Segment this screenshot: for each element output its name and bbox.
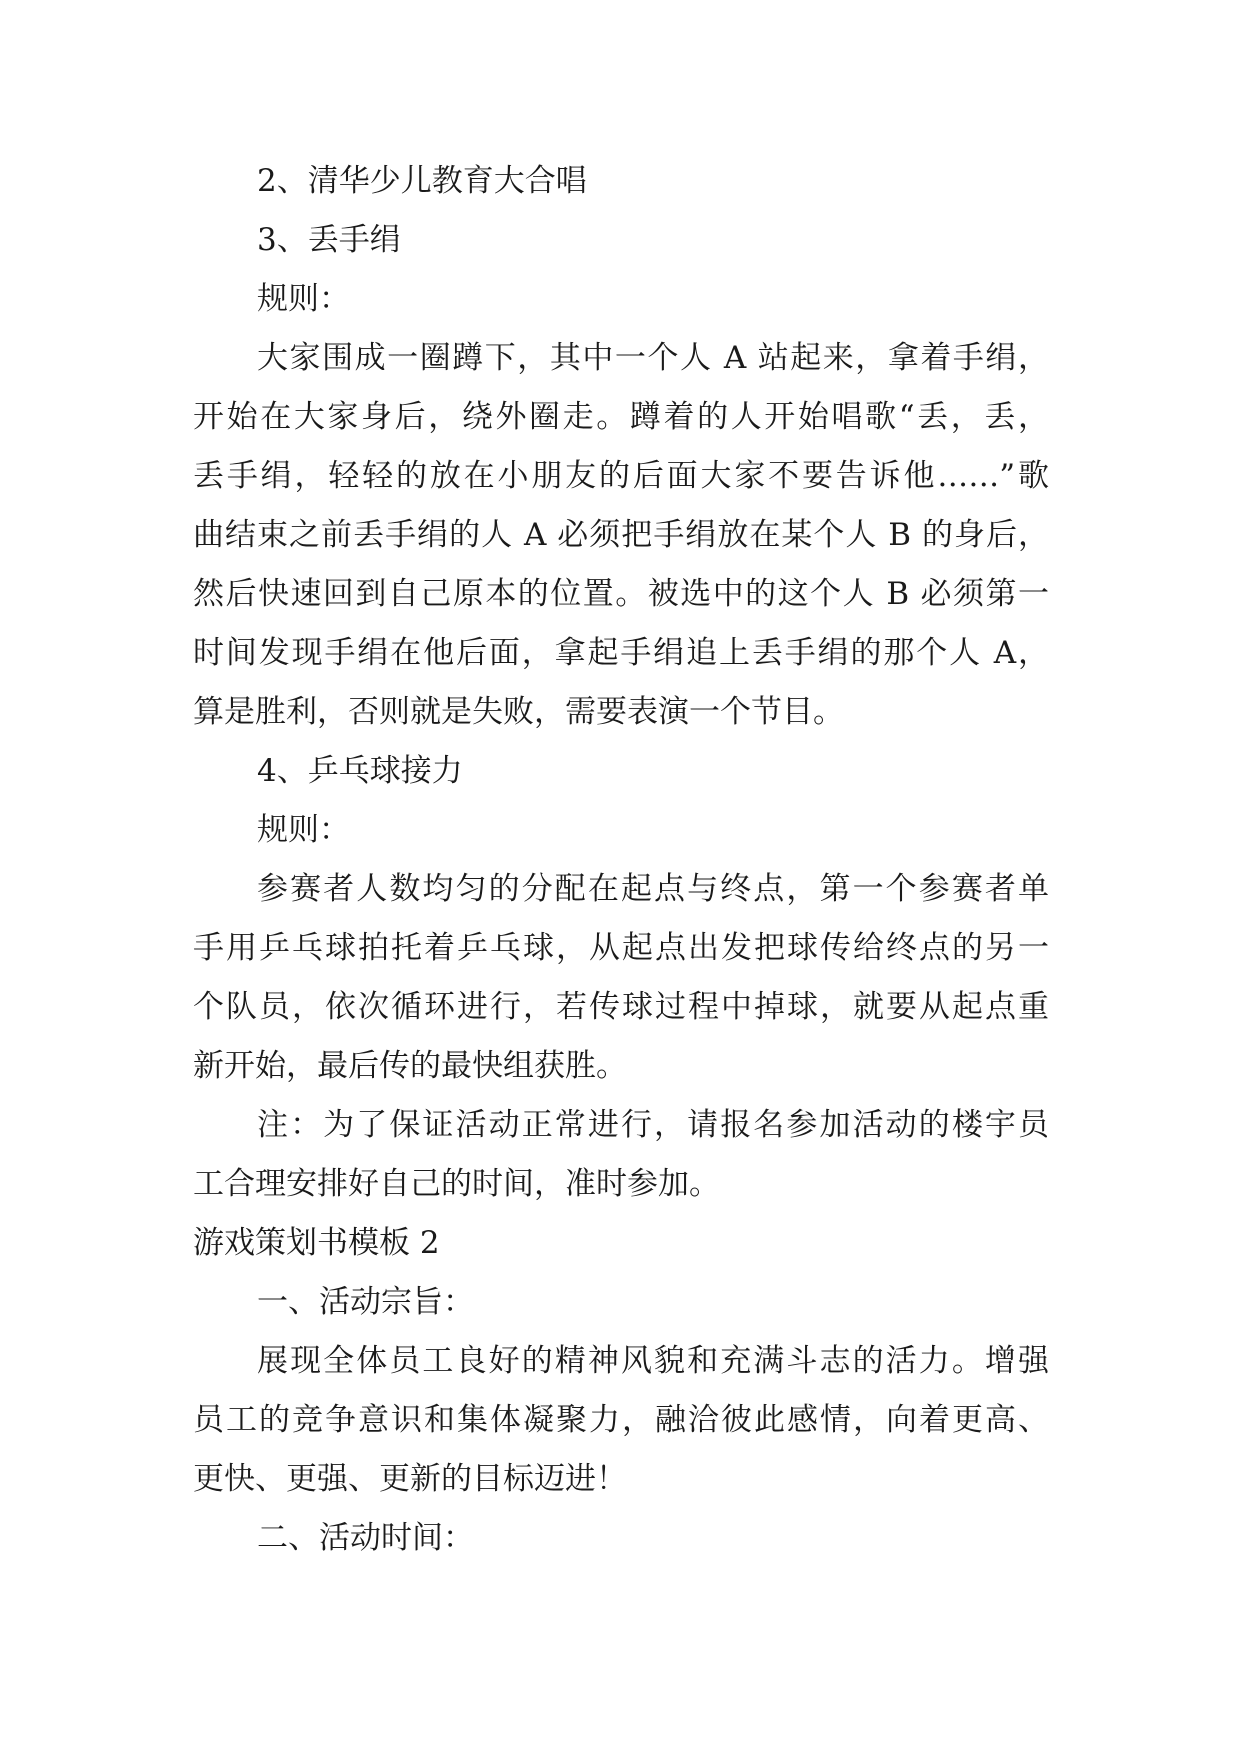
- paragraph-line: 然后快速回到自己原本的位置。被选中的这个人 B 必须第一: [193, 576, 1049, 612]
- paragraph-line: 个队员，依次循环进行，若传球过程中掉球，就要从起点重: [193, 989, 1049, 1025]
- paragraph-line: 曲结束之前丢手绢的人 A 必须把手绢放在某个人 B 的身后，: [193, 517, 1049, 553]
- paragraph-line: 员工的竞争意识和集体凝聚力，融洽彼此感情，向着更高、: [193, 1402, 1049, 1438]
- note-line: 工合理安排好自己的时间，准时参加。: [193, 1166, 720, 1202]
- subsection-heading-time: 二、活动时间：: [257, 1520, 474, 1556]
- list-item-chorus: 2、清华少儿教育大合唱: [257, 163, 587, 199]
- paragraph-line: 大家围成一圈蹲下，其中一个人 A 站起来，拿着手绢，: [257, 340, 1049, 376]
- paragraph-line: 更快、更强、更新的目标迈进！: [193, 1461, 627, 1497]
- paragraph-line: 手用乒乓球拍托着乒乓球，从起点出发把球传给终点的另一: [193, 930, 1049, 966]
- section-title: 游戏策划书模板 2: [193, 1225, 440, 1261]
- note-line: 注：为了保证活动正常进行，请报名参加活动的楼宇员: [257, 1107, 1049, 1143]
- list-item-pingpong-relay: 4、乒乓球接力: [257, 753, 463, 789]
- rules-label: 规则：: [257, 812, 350, 848]
- paragraph-line: 算是胜利，否则就是失败，需要表演一个节目。: [193, 694, 844, 730]
- paragraph-line: 时间发现手绢在他后面，拿起手绢追上丢手绢的那个人 A，: [193, 635, 1049, 671]
- rules-label: 规则：: [257, 281, 350, 317]
- paragraph-line: 开始在大家身后，绕外圈走。蹲着的人开始唱歌“丢，丢，: [193, 399, 1049, 435]
- document-body: [193, 152, 1049, 1568]
- list-item-drop-handkerchief: 3、丢手绢: [257, 222, 401, 258]
- paragraph-line: 参赛者人数均匀的分配在起点与终点，第一个参赛者单: [257, 871, 1049, 907]
- paragraph-line: 展现全体员工良好的精神风貌和充满斗志的活力。增强: [257, 1343, 1049, 1379]
- paragraph-line: 丢手绢，轻轻的放在小朋友的后面大家不要告诉他……”歌: [193, 458, 1049, 494]
- subsection-heading-purpose: 一、活动宗旨：: [257, 1284, 474, 1320]
- paragraph-line: 新开始，最后传的最快组获胜。: [193, 1048, 627, 1084]
